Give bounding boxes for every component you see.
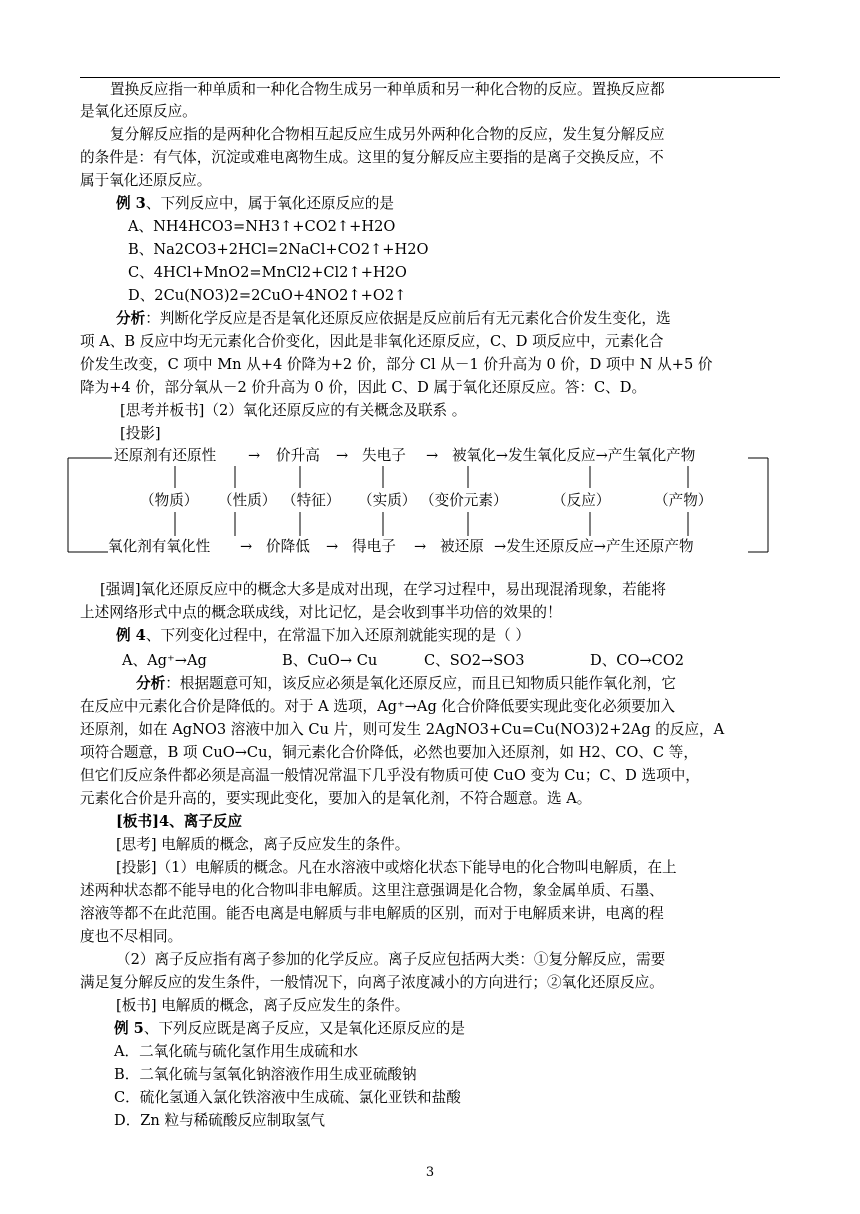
text-line: 置换反应指一种单质和一种化合物生成另一种单质和另一种化合物的反应。置换反应都 xyxy=(110,81,665,98)
option-d: D、CO→CO2 xyxy=(590,652,685,669)
projection-line: 溶液等都不在此范围。能否电离是电解质与非电解质的区别，而对于电解质来讲，电离的程 xyxy=(80,905,664,922)
diagram-arrow: → xyxy=(248,447,261,464)
ion-reaction-line: （2）离子反应指有离子参加的化学反应。离子反应包括两大类：①复分解反应，需要 xyxy=(116,951,666,968)
text-line: 的条件是：有气体，沉淀或难电离物生成。这里的复分解反应主要指的是离子交换反应，不 xyxy=(80,149,664,166)
diagram-bot-4: 被还原 xyxy=(440,538,484,555)
analysis-label: 分析 xyxy=(136,675,166,692)
option-a: A、NH4HCO3=NH3↑+CO2↑+H2O xyxy=(128,218,396,235)
projection-label: [投影] xyxy=(120,425,161,442)
projection-line: 述两种状态都不能导电的化合物叫非电解质。这里注意强调是化合物，象金属单质、石墨、 xyxy=(80,882,664,899)
board-heading: [板书]4、离子反应 xyxy=(116,813,243,830)
header-rule xyxy=(80,77,780,78)
diagram-arrow: → xyxy=(326,538,339,555)
board-line: [板书] 电解质的概念，离子反应发生的条件。 xyxy=(116,997,410,1014)
option-c: C．硫化氢通入氯化铁溶液中生成硫、氯化亚铁和盐酸 xyxy=(114,1089,461,1106)
analysis-line: 价发生改变，C 项中 Mn 从+4 价降为+2 价，部分 Cl 从－1 价升高为 0 价，D 项中 N 从+5 价 xyxy=(80,356,713,373)
analysis-line: 在反应中元素化合价是降低的。对于 A 选项，Ag⁺→Ag 化合价降低要实现此变化必须要加入 xyxy=(80,698,675,715)
diagram-bot-1: 氧化剂有氧化性 xyxy=(108,538,211,555)
option-a: A．二氧化硫与硫化氢作用生成硫和水 xyxy=(114,1043,359,1060)
emphasis-line: [强调]氧化还原反应中的概念大多是成对出现，在学习过程中，易出现混淆现象，若能将 xyxy=(100,581,666,598)
diagram-arrow: → xyxy=(336,447,349,464)
diagram-mid-5: （变价元素） xyxy=(420,492,508,509)
diagram-mid-7: （产物） xyxy=(654,492,713,509)
option-b: B、CuO→ Cu xyxy=(282,652,378,669)
analysis-text: ：判断化学反应是否是氧化还原反应依据是反应前后有无元素化合价发生变化，选 xyxy=(145,310,671,327)
diagram-top-2: 价升高 xyxy=(276,447,320,464)
diagram-arrow: → xyxy=(414,538,427,555)
option-d: D、2Cu(NO3)2=2CuO+4NO2↑+O2↑ xyxy=(128,287,407,304)
question-text: 、下列反应既是离子反应，又是氧化还原反应的是 xyxy=(143,1020,465,1037)
think-line: [思考] 电解质的概念，离子反应发生的条件。 xyxy=(116,836,410,853)
text-line: 属于氧化还原反应。 xyxy=(80,172,212,189)
analysis-line: 但它们反应条件都必须是高温一般情况常温下几乎没有物质可使 CuO 变为 Cu；C、D 选项中， xyxy=(80,767,700,784)
page-number: 3 xyxy=(425,1165,435,1180)
diagram-mid-3: （特征） xyxy=(282,492,341,509)
diagram-top-4: 被氧化→发生氧化反应→产生氧化产物 xyxy=(452,447,696,464)
analysis-line: 还原剂，如在 AgNO3 溶液中加入 Cu 片，则可发生 2AgNO3+Cu=Cu(NO3)2+2Ag 的反应，A xyxy=(80,721,725,738)
emphasis-line: 上述网络形式中点的概念联成线，对比记忆，是会收到事半功倍的效果的！ xyxy=(80,604,562,621)
example-3-question xyxy=(116,193,780,215)
diagram-mid-6: （反应） xyxy=(552,492,611,509)
diagram-bot-2: 价降低 xyxy=(266,538,310,555)
analysis-label: 分析 xyxy=(116,310,146,327)
option-b: B．二氧化硫与氢氧化钠溶液作用生成亚硫酸钠 xyxy=(114,1066,417,1083)
example-4-question xyxy=(116,625,780,647)
ion-reaction-line: 满足复分解反应的发生条件，一般情况下，向离子浓度减小的方向进行；②氧化还原反应。 xyxy=(80,974,664,991)
think-board: [思考并板书]（2）氧化还原反应的有关概念及联系 。 xyxy=(120,402,467,419)
text-line: 是氧化还原反应。 xyxy=(80,103,197,120)
analysis-line xyxy=(136,673,780,695)
diagram-mid-2: （性质） xyxy=(218,492,277,509)
option-a: A、Ag⁺→Ag xyxy=(122,652,207,669)
question-text: 、下列变化过程中，在常温下加入还原剂就能实现的是（ ） xyxy=(145,627,530,644)
projection-line: 度也不尽相同。 xyxy=(80,928,183,945)
analysis-line: 项 A、B 反应中均无元素化合价变化，因此是非氧化还原反应，C、D 项反应中，元素化合 xyxy=(80,333,664,350)
analysis-line xyxy=(116,308,780,330)
question-text: 、下列反应中，属于氧化还原反应的是 xyxy=(145,195,394,212)
example-label: 例 4 xyxy=(116,627,146,644)
analysis-line: 项符合题意，B 项 CuO→Cu，铜元素化合价降低，必然也要加入还原剂，如 H2、CO、C 等， xyxy=(80,744,698,761)
option-c: C、4HCl+MnO2=MnCl2+Cl2↑+H2O xyxy=(128,264,407,281)
diagram-bot-5: →发生还原反应→产生还原产物 xyxy=(494,538,694,555)
analysis-text: ：根据题意可知，该反应必须是氧化还原反应，而且已知物质只能作氧化剂，它 xyxy=(165,675,676,692)
diagram-top-1: 还原剂有还原性 xyxy=(114,447,217,464)
option-b: B、Na2CO3+2HCl=2NaCl+CO2↑+H2O xyxy=(128,241,429,258)
analysis-line: 降为+4 价，部分氧从－2 价升高为 0 价，因此 C、D 属于氧化还原反应。答：C、D。 xyxy=(80,379,647,396)
diagram-top-3: 失电子 xyxy=(362,447,406,464)
analysis-line: 元素化合价是升高的，要实现此变化，要加入的是氧化剂，不符合题意。选 A。 xyxy=(80,790,592,807)
option-d: D．Zn 粒与稀硫酸反应制取氢气 xyxy=(114,1112,326,1129)
diagram-mid-4: （实质） xyxy=(358,492,417,509)
diagram-arrow: → xyxy=(426,447,439,464)
text-line: 复分解反应指的是两种化合物相互起反应生成另外两种化合物的反应，发生复分解反应 xyxy=(110,126,665,143)
diagram-arrow: → xyxy=(240,538,253,555)
example-5-question xyxy=(114,1018,778,1040)
projection-line: [投影]（1）电解质的概念。凡在水溶液中或熔化状态下能导电的化合物叫电解质，在上 xyxy=(116,859,677,876)
example-label: 例 5 xyxy=(114,1020,144,1037)
example-label: 例 3 xyxy=(116,195,146,212)
diagram-mid-1: （物质） xyxy=(140,492,199,509)
option-c: C、SO2→SO3 xyxy=(424,652,525,669)
diagram-bot-3: 得电子 xyxy=(352,538,396,555)
